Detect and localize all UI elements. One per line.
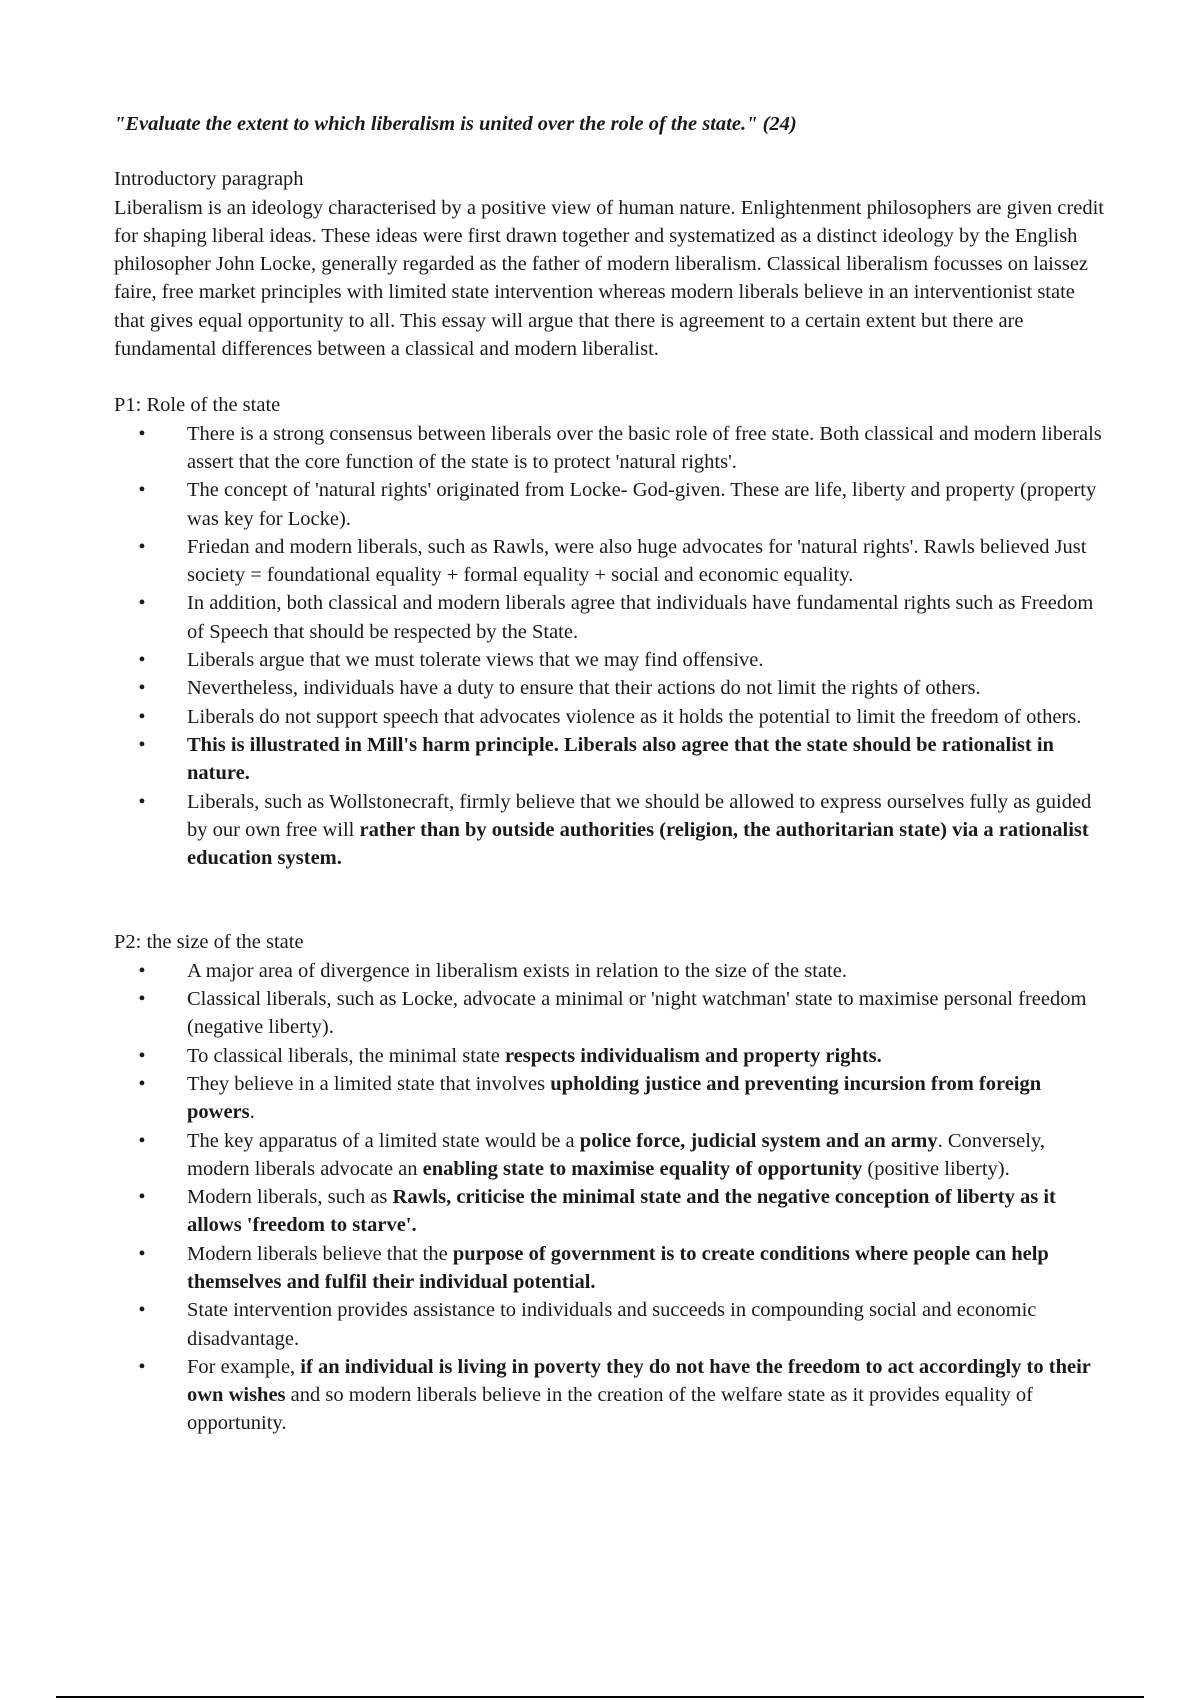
p1-section xyxy=(114,391,1104,872)
bullet-text: Liberals argue that we must tolerate views that we may find offensive. xyxy=(187,649,764,672)
bullet-bold-text: enabling state to maximise equality of opportunity xyxy=(422,1157,863,1180)
bullet-text: State intervention provides assistance to individuals and succeeds in compounding social and economic disadvantage. xyxy=(187,1299,1037,1350)
p1-bullet-list xyxy=(114,420,1104,873)
p2-heading: P2: the size of the state xyxy=(114,931,304,954)
bullet-bold-text: upholding justice and preventing incursion from foreign powers xyxy=(187,1072,1042,1124)
bullet-icon: • xyxy=(138,649,146,672)
bullet-icon: • xyxy=(138,1044,146,1067)
p2-bullet-item xyxy=(114,1042,1104,1070)
p2-bullet-list xyxy=(114,957,1104,1438)
p1-bullet-item xyxy=(114,674,1104,702)
bullet-text: To classical liberals, the minimal state xyxy=(187,1044,505,1067)
bullet-icon: • xyxy=(138,677,146,700)
bullet-bold-text: purpose of government is to create conditions where people can help themselves and fulfil their individual potential. xyxy=(187,1242,1049,1293)
bullet-text: In addition, both classical and modern liberals agree that individuals have fundamental rights such as Freedom of Speech that should be respected by the State. xyxy=(187,592,1094,643)
bullet-bold-text: This is illustrated in Mill's harm principle. Liberals also agree that the state should be rationalist in nature. xyxy=(187,733,1054,785)
bullet-text: There is a strong consensus between liberals over the basic role of free state. Both classical and modern liberals assert that the core function of the state is to protect 'natural rights'. xyxy=(187,422,1102,473)
essay-question: "Evaluate the extent to which liberalism is united over the role of the state." (24) xyxy=(114,113,797,135)
bullet-text: (positive liberty). xyxy=(862,1157,1010,1180)
bullet-text: A major area of divergence in liberalism exists in relation to the size of the state. xyxy=(187,959,847,982)
p1-bullet-item xyxy=(114,533,1104,590)
bullet-icon: • xyxy=(138,1355,146,1378)
bullet-text: and so modern liberals believe in the creation of the welfare state as it provides equality of opportunity. xyxy=(187,1384,1033,1435)
p1-bullet-item xyxy=(114,788,1104,873)
bullet-icon: • xyxy=(138,592,146,615)
p2-bullet-item xyxy=(114,1070,1104,1127)
bullet-icon: • xyxy=(138,790,146,813)
bullet-bold-text: if an individual is living in poverty they do not have the freedom to act accordingly to their own wishes xyxy=(187,1355,1091,1407)
p1-bullet-item xyxy=(114,476,1104,533)
intro-heading: Introductory paragraph xyxy=(114,168,304,191)
bullet-text: Modern liberals, such as xyxy=(187,1186,393,1209)
bullet-text: Liberals, such as Wollstonecraft, firmly believe that we should be allowed to express ourselves fully as guided by our own free will xyxy=(187,790,1092,841)
bullet-icon: • xyxy=(138,705,146,728)
p2-bullet-item xyxy=(114,985,1104,1042)
bullet-text: . xyxy=(249,1101,255,1124)
p1-bullet-item xyxy=(114,420,1104,477)
bullet-icon: • xyxy=(138,988,146,1011)
p1-bullet-item xyxy=(114,589,1104,646)
p2-bullet-item xyxy=(114,957,1104,985)
bullet-text: Classical liberals, such as Locke, advocate a minimal or 'night watchman' state to maximise personal freedom (negative liberty). xyxy=(187,988,1087,1039)
essay-page xyxy=(114,110,1104,1438)
bullet-text: For example, xyxy=(187,1355,301,1378)
bullet-icon: • xyxy=(138,1299,146,1322)
bullet-bold-text: Rawls, criticise the minimal state and the negative conception of liberty as it allows 'freedom to starve'. xyxy=(187,1186,1056,1237)
p2-bullet-item xyxy=(114,1127,1104,1184)
bullet-text: Liberals do not support speech that advocates violence as it holds the potential to limit the freedom of others. xyxy=(187,705,1082,728)
bullet-icon: • xyxy=(138,479,146,502)
p1-bullet-item xyxy=(114,731,1104,788)
bullet-text: Nevertheless, individuals have a duty to ensure that their actions do not limit the rights of others. xyxy=(187,677,981,700)
intro-section xyxy=(114,165,1104,363)
p1-bullet-item xyxy=(114,703,1104,731)
p2-bullet-item xyxy=(114,1240,1104,1297)
p1-bullet-item xyxy=(114,646,1104,674)
bullet-icon: • xyxy=(138,959,146,982)
bullet-icon: • xyxy=(138,1242,146,1265)
bullet-bold-text: respects individualism and property rights. xyxy=(504,1044,882,1067)
bullet-text: They believe in a limited state that involves xyxy=(187,1072,551,1095)
bullet-text: Friedan and modern liberals, such as Rawls, were also huge advocates for 'natural rights'. Rawls believed Just society = foundational equality + formal equality + social and economic equality. xyxy=(187,535,1087,587)
bullet-bold-text: police force, judicial system and an army xyxy=(579,1129,938,1152)
bullet-icon: • xyxy=(138,1129,146,1152)
p2-section xyxy=(114,928,1104,1437)
bullet-icon: • xyxy=(138,1072,146,1095)
bullet-icon: • xyxy=(138,1186,146,1209)
bullet-text: The concept of 'natural rights' originated from Locke- God-given. These are life, liberty and property (property was key for Locke). xyxy=(187,479,1097,530)
intro-paragraph: Liberalism is an ideology characterised by a positive view of human nature. Enlightenment philosophers are given credit for shaping liberal ideas. These ideas were first drawn together and systematized as a distinct ideology by the English philosopher John Locke, generally regarded as the father of modern liberalism. Classical liberalism focusses on laissez faire, free market principles with limited state intervention whereas modern liberals believe in an interventionist state that gives equal opportunity to all. This essay will argue that there is agreement to a certain extent but there are fundamental differences between a classical and modern liberalist. xyxy=(114,196,1104,361)
footer-rule xyxy=(56,1696,1144,1698)
bullet-icon: • xyxy=(138,422,146,445)
bullet-text: The key apparatus of a limited state would be a xyxy=(187,1129,580,1152)
p2-bullet-item xyxy=(114,1296,1104,1353)
bullet-icon: • xyxy=(138,535,146,558)
bullet-text: . Conversely, modern liberals advocate an xyxy=(187,1129,1045,1180)
p2-bullet-item xyxy=(114,1183,1104,1240)
p1-heading: P1: Role of the state xyxy=(114,394,281,417)
bullet-bold-text: rather than by outside authorities (religion, the authoritarian state) via a rationalist education system. xyxy=(187,818,1089,870)
bullet-text: Modern liberals believe that the xyxy=(187,1242,453,1265)
bullet-icon: • xyxy=(138,733,146,756)
p2-bullet-item xyxy=(114,1353,1104,1438)
